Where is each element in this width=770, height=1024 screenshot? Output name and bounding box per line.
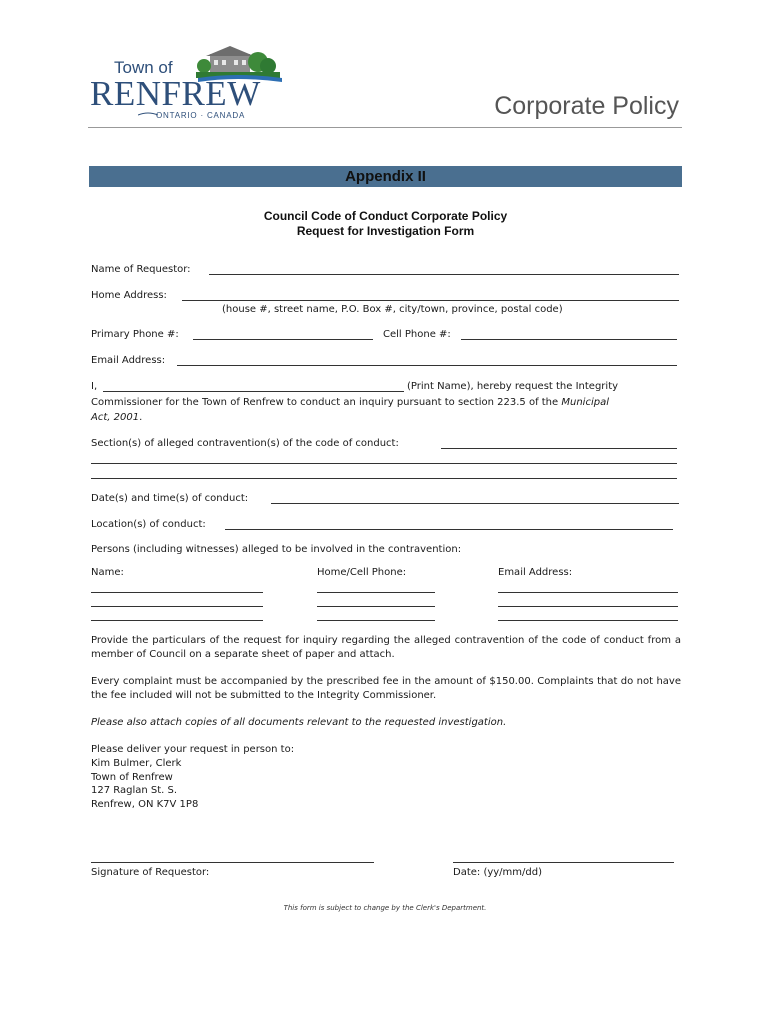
attach-documents-note: Please also attach copies of all documents relevant to the requested investigation. [91, 717, 507, 728]
logo-swoosh-icon [138, 112, 158, 118]
sections-field[interactable] [441, 448, 677, 449]
person-phone-field[interactable] [317, 592, 435, 593]
date-label: Date: (yy/mm/dd) [453, 867, 543, 878]
footer-note: This form is subject to change by the Clerk's Department. [283, 904, 487, 912]
cell-phone-field[interactable] [461, 339, 677, 340]
locations-field[interactable] [225, 529, 673, 530]
delivery-city: Renfrew, ON K7V 1P8 [91, 799, 199, 810]
col-email-header: Email Address: [498, 567, 573, 578]
primary-phone-label: Primary Phone #: [91, 329, 179, 340]
person-name-field[interactable] [91, 592, 263, 593]
delivery-name: Kim Bulmer, Clerk [91, 758, 182, 769]
i-label: I, [91, 381, 98, 392]
address-hint: (house #, street name, P.O. Box #, city/town, province, postal code) [222, 304, 563, 315]
fee-paragraph: Every complaint must be accompanied by the prescribed fee in the amount of $150.00. Complaints that do not have the fee included will not be submitted to the Integrity Commissioner. [91, 676, 681, 701]
name-of-requestor-label: Name of Requestor: [91, 264, 191, 275]
sections-field-line3[interactable] [91, 478, 677, 479]
sections-label: Section(s) of alleged contravention(s) of the code of conduct: [91, 438, 399, 449]
home-address-label: Home Address: [91, 290, 167, 301]
person-name-field[interactable] [91, 620, 263, 621]
form-title-line2: Request for Investigation Form [296, 224, 475, 238]
print-name-field[interactable] [103, 391, 404, 392]
home-address-field[interactable] [182, 300, 679, 301]
email-address-label: Email Address: [91, 355, 166, 366]
corporate-policy-title: Corporate Policy [494, 92, 679, 120]
person-phone-field[interactable] [317, 620, 435, 621]
primary-phone-field[interactable] [193, 339, 373, 340]
dates-field[interactable] [271, 503, 679, 504]
col-name-header: Name: [91, 567, 124, 578]
logo-ontario-canada: ONTARIO · CANADA [156, 111, 246, 120]
locations-label: Location(s) of conduct: [91, 519, 206, 530]
name-of-requestor-field[interactable] [209, 274, 679, 275]
delivery-street: 127 Raglan St. S. [91, 785, 178, 796]
appendix-banner: Appendix II [89, 166, 682, 187]
town-of-renfrew-logo [88, 44, 288, 124]
commissioner-text: Commissioner for the Town of Renfrew to conduct an inquiry pursuant to section 223.5 of the Municipal [91, 397, 609, 408]
col-phone-header: Home/Cell Phone: [317, 567, 407, 578]
print-name-text: (Print Name), hereby request the Integrity [407, 381, 619, 392]
logo-town-of: Town of [114, 58, 173, 77]
sections-field-line2[interactable] [91, 463, 677, 464]
email-address-field[interactable] [177, 365, 677, 366]
form-title-line1: Council Code of Conduct Corporate Policy [263, 209, 508, 223]
person-email-field[interactable] [498, 606, 678, 607]
act-text: Act, 2001. [91, 412, 143, 423]
delivery-org: Town of Renfrew [91, 772, 173, 783]
date-field[interactable] [453, 862, 674, 863]
particulars-paragraph: Provide the particulars of the request for inquiry regarding the alleged contravention of the code of conduct from a member of Council on a separate sheet of paper and attach. [91, 635, 681, 660]
person-name-field[interactable] [91, 606, 263, 607]
cell-phone-label: Cell Phone #: [383, 329, 451, 340]
signature-field[interactable] [91, 862, 374, 863]
logo-renfrew: RENFREW [90, 74, 261, 113]
person-email-field[interactable] [498, 592, 678, 593]
person-email-field[interactable] [498, 620, 678, 621]
delivery-intro: Please deliver your request in person to: [91, 744, 295, 755]
header-divider [88, 127, 682, 128]
persons-label: Persons (including witnesses) alleged to be involved in the contravention: [91, 544, 462, 555]
person-phone-field[interactable] [317, 606, 435, 607]
signature-label: Signature of Requestor: [91, 867, 210, 878]
dates-label: Date(s) and time(s) of conduct: [91, 493, 249, 504]
